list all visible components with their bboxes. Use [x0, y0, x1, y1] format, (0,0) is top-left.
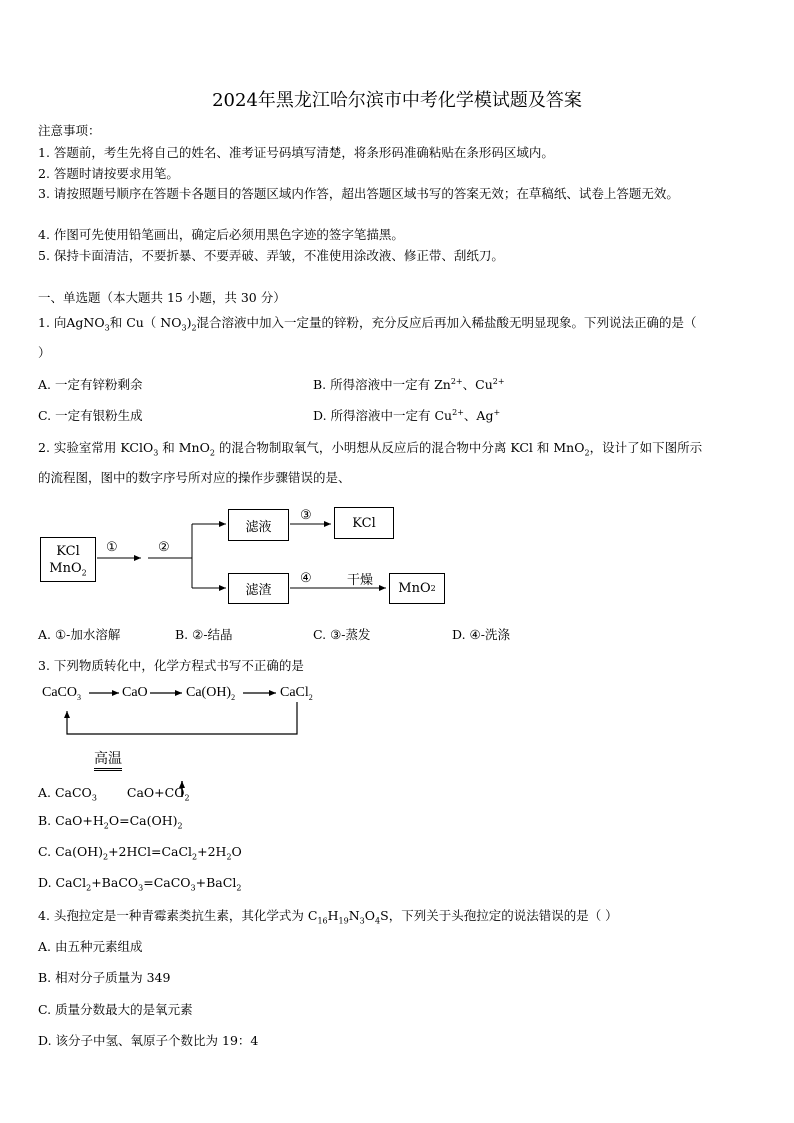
- note-item: 3. 请按照题号顺序在答题卡各题目的答题区域内作答，超出答题区域书写的答案无效；在草稿纸、试卷上答题无效。: [38, 186, 679, 201]
- q2-option-d: D. ④-洗涤: [452, 627, 510, 642]
- note-item: 4. 作图可先使用铅笔画出，确定后必须用黑色字迹的签字笔描黑。: [38, 227, 404, 242]
- q1-option-c: C. 一定有银粉生成: [38, 408, 143, 423]
- notes-heading: 注意事项：: [38, 123, 101, 138]
- chain-cao: CaO: [122, 685, 148, 700]
- q2-option-c: C. ③-蒸发: [313, 627, 371, 642]
- question-1-stem: 1. 向AgNO$_3$和 Cu（ $NO_3)_2$混合溶液中加入一定量的锌粉，充分反应后再加入稀盐酸无明显现象。下列说法正确的是（: [38, 315, 697, 333]
- q4-option-b: B. 相对分子质量为 349: [38, 970, 171, 985]
- condition-label: 高温: [94, 748, 122, 768]
- q1-option-b: B. 所得溶液中一定有 $Zn^{2+}$、$Cu^{2+}$: [313, 376, 505, 392]
- q4-option-d: D. 该分子中氢、氧原子个数比为 19：4: [38, 1033, 259, 1048]
- q3-option-d: D. CaCl$_2$+BaCO$_3$=CaCO$_3$+BaCl$_2$: [38, 875, 242, 893]
- step-4-label: ④: [300, 571, 312, 586]
- chain-caoh2: $Ca(OH)_2$: [186, 685, 236, 702]
- q3-option-b: B. $CaO+H_2O=Ca(OH)_2$: [38, 813, 183, 831]
- q4-option-a: A. 由五种元素组成: [38, 939, 143, 954]
- question-1-stem-end: ）: [38, 345, 51, 360]
- note-item: 5. 保持卡面清洁，不要折暴、不要弄破、弄皱，不准使用涂改液、修正带、刮纸刀。: [38, 248, 504, 263]
- question-4-stem: 4. 头孢拉定是一种青霉素类抗生素，其化学式为 $C_{16}H_{19}N_3O_4S$，下列关于头孢拉定的说法错误的是（ ）: [38, 908, 618, 926]
- q2-option-b: B. ②-结晶: [175, 627, 233, 642]
- note-item: 2. 答题时请按要求用笔。: [38, 166, 179, 181]
- q3-option-a: A. CaCO$_3$ $CaO+CO_2$: [38, 785, 190, 803]
- question-2-stem-line2: 的流程图，图中的数字序号所对应的操作步骤错误的是、: [38, 470, 351, 485]
- question-2-stem: 2. 实验室常用 KClO$_3$ 和 MnO$_2$ 的混合物制取氧气，小明想从反应后的混合物中分离 KCl 和 MnO$_2$，设计了如下图所示: [38, 440, 703, 458]
- note-item: 1. 答题前，考生先将自己的姓名、准考证号码填写清楚，将条形码准确粘贴在条形码区域内。: [38, 145, 554, 160]
- kcl-product-box: KCl: [334, 507, 394, 539]
- chain-cacl2: CaCl$_2$: [280, 685, 313, 702]
- dry-label: 干燥: [347, 573, 374, 588]
- q3-option-c: C. $Ca(OH)_2+2HCl=CaCl_2+2H_2O$: [38, 844, 242, 862]
- step-2-label: ②: [158, 540, 170, 555]
- mno2-product-box: MnO 2: [389, 573, 445, 604]
- q4-option-c: C. 质量分数最大的是氧元素: [38, 1002, 193, 1017]
- q1-option-a: A. 一定有锌粉剩余: [38, 377, 143, 392]
- filtrate-box: 滤液: [228, 509, 289, 541]
- question-3-stem: 3. 下列物质转化中，化学方程式书写不正确的是: [38, 658, 304, 673]
- step-3-label: ③: [300, 508, 312, 523]
- start-mixture-box: KCl MnO$_2$: [40, 537, 96, 582]
- section-heading: 一、单选题（本大题共 15 小题，共 30 分）: [38, 290, 286, 305]
- residue-box: 滤渣: [228, 573, 289, 604]
- q1-option-d: D. 所得溶液中一定有 $Cu^{2+}$、Ag+: [313, 407, 501, 423]
- page-title: 2024年黑龙江哈尔滨市中考化学模试题及答案: [212, 90, 582, 111]
- step-1-label: ①: [106, 540, 118, 555]
- chain-caco3: CaCO$_3$: [42, 685, 81, 702]
- q2-option-a: A. ①-加水溶解: [38, 627, 121, 642]
